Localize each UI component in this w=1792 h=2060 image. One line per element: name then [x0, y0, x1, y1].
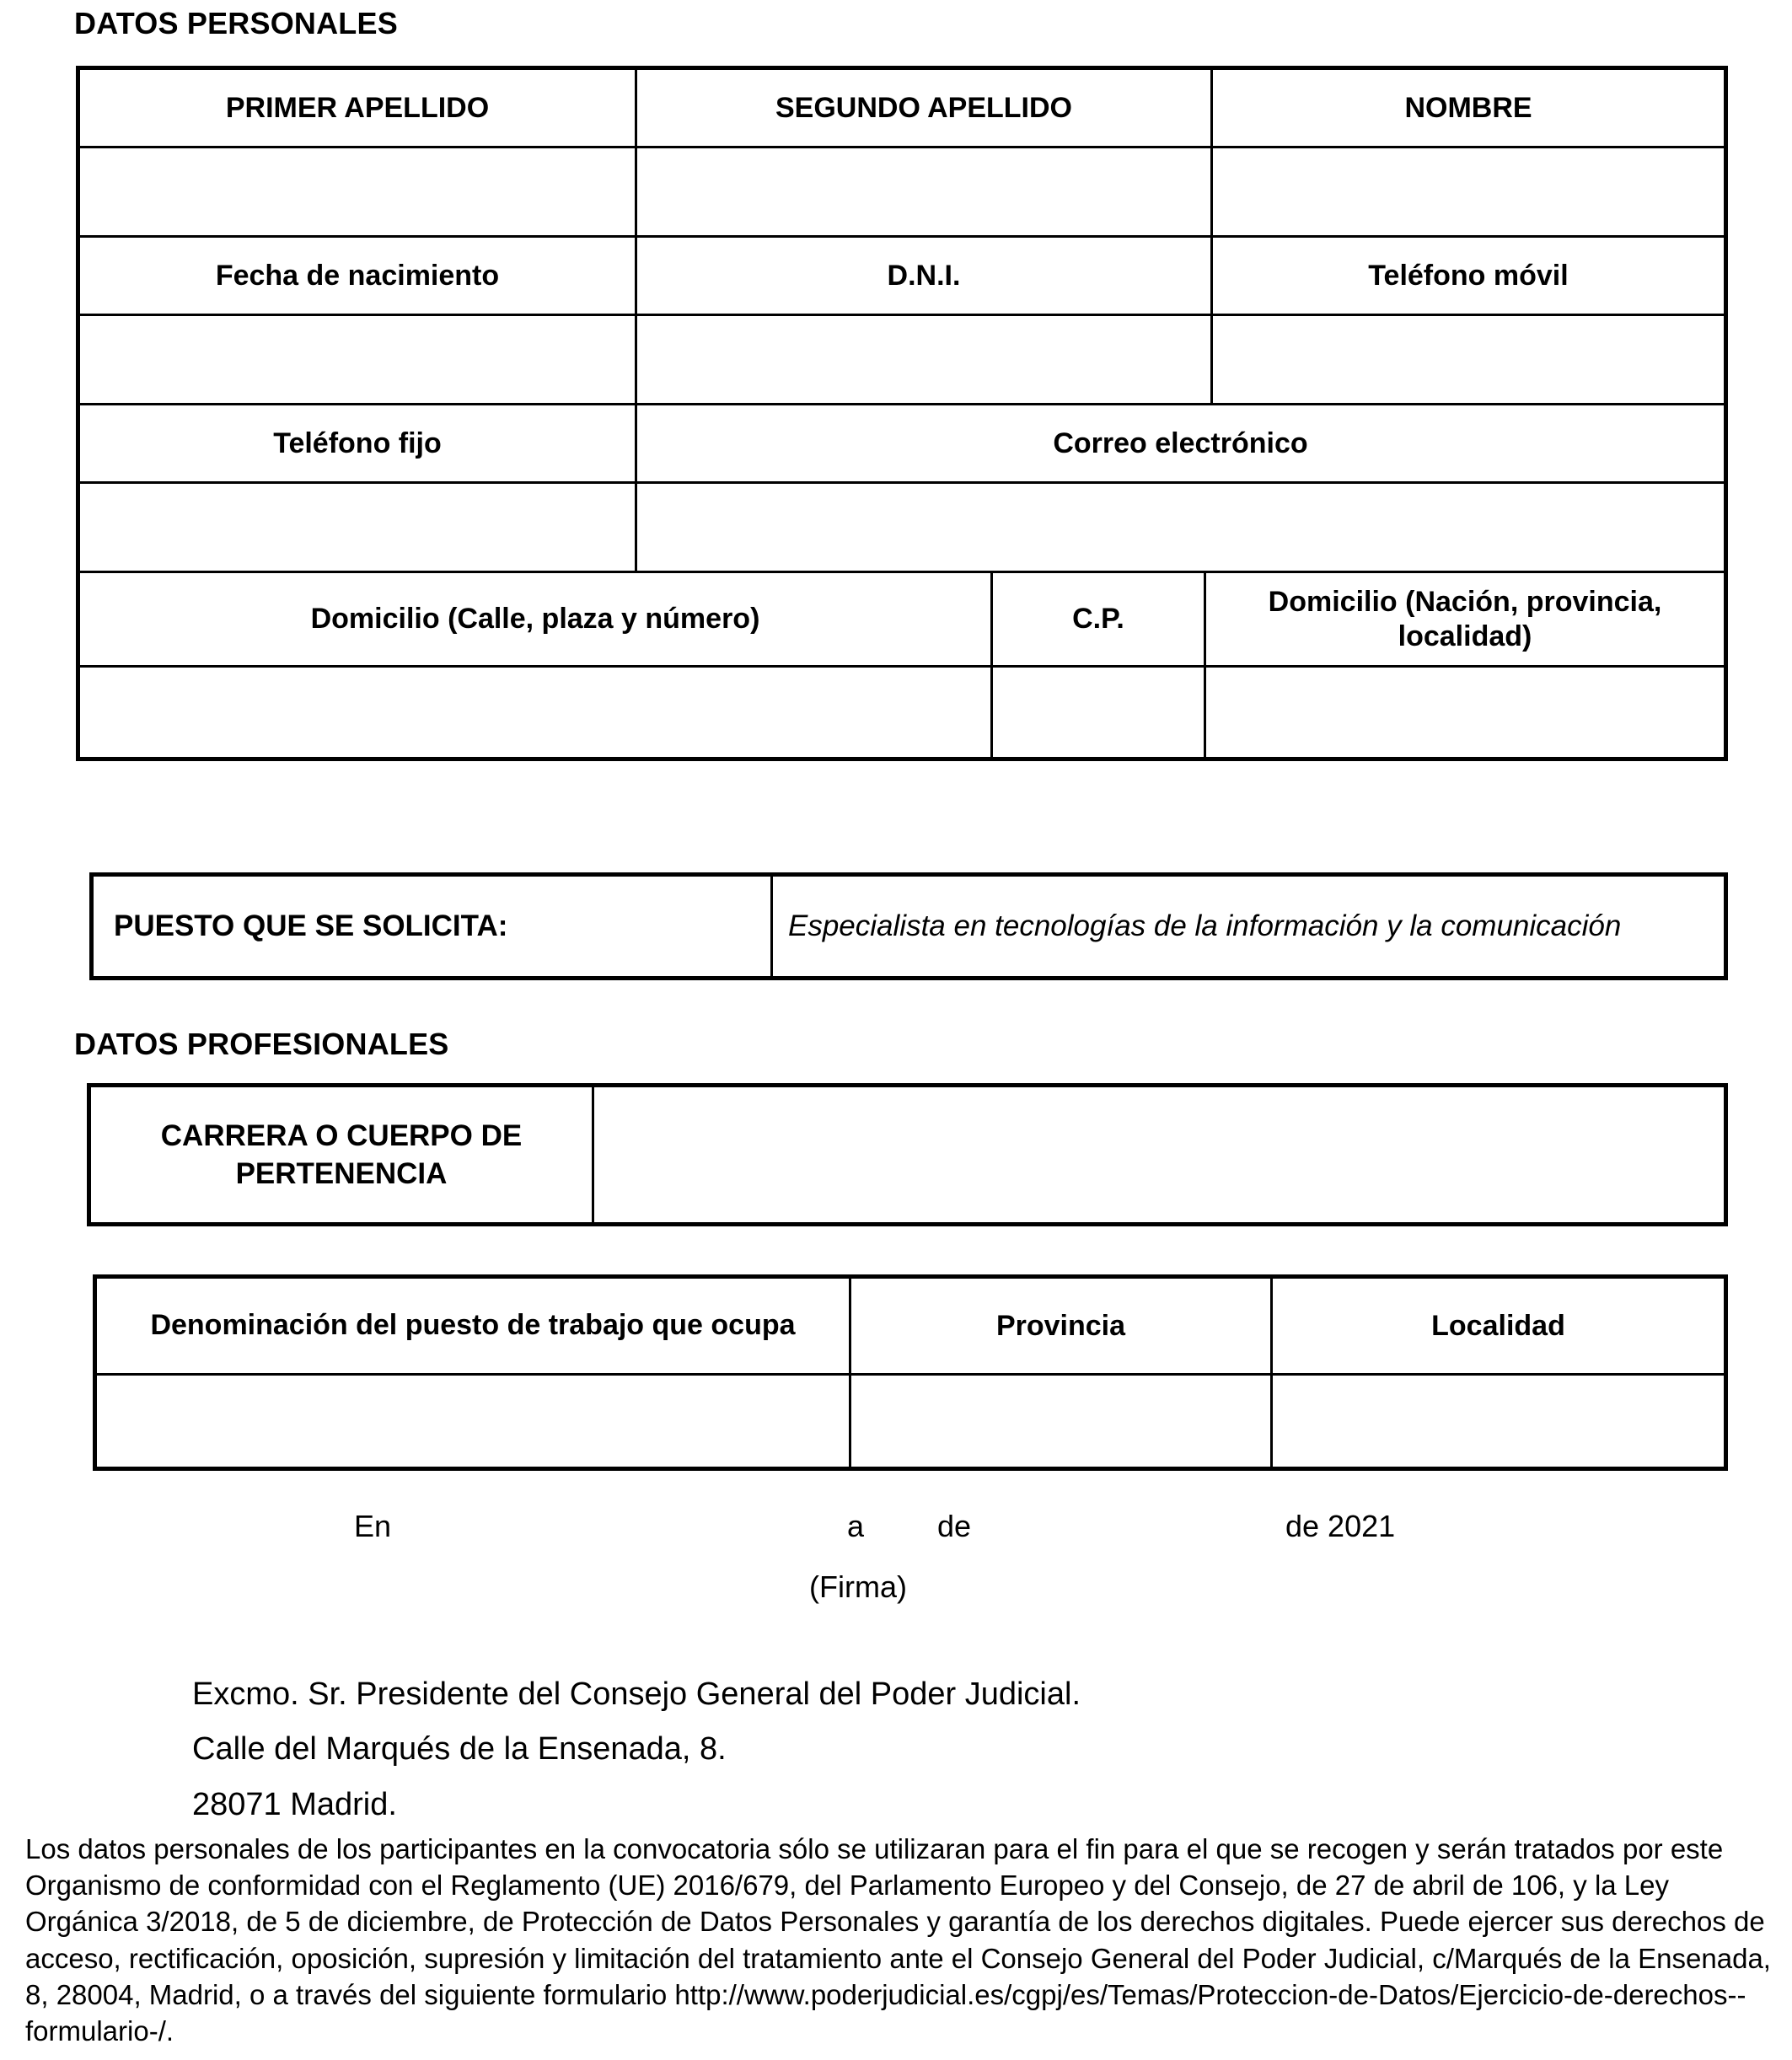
table-row	[80, 70, 1724, 148]
table-row	[80, 238, 1724, 316]
addressee-block	[192, 1667, 1081, 1832]
header-domicilio-calle: Domicilio (Calle, plaza y número)	[80, 573, 993, 665]
field-correo-electronico[interactable]	[637, 484, 1724, 571]
label-a: a	[847, 1509, 865, 1543]
field-cp[interactable]	[993, 668, 1206, 757]
field-primer-apellido[interactable]	[80, 148, 637, 235]
table-row	[97, 1279, 1724, 1376]
label-de-anio: de 2021	[1285, 1509, 1396, 1543]
header-telefono-fijo: Teléfono fijo	[80, 405, 637, 481]
table-row	[80, 668, 1724, 757]
addressee-line-3: 28071 Madrid.	[192, 1786, 397, 1822]
table-row	[80, 148, 1724, 238]
section-heading-datos-profesionales: DATOS PROFESIONALES	[74, 1027, 449, 1061]
header-fecha-nacimiento: Fecha de nacimiento	[80, 238, 637, 314]
label-puesto-solicitado: PUESTO QUE SE SOLICITA:	[94, 877, 773, 976]
privacy-notice	[25, 1831, 1779, 2049]
addressee-line-2: Calle del Marqués de la Ensenada, 8.	[192, 1731, 727, 1768]
header-nombre: NOMBRE	[1404, 91, 1532, 124]
field-nombre[interactable]	[1213, 148, 1724, 235]
field-provincia[interactable]	[851, 1376, 1273, 1467]
header-localidad: Localidad	[1431, 1309, 1565, 1342]
table-row	[80, 405, 1724, 484]
header-denominacion-puesto: Denominación del puesto de trabajo que ocupa	[97, 1279, 851, 1373]
denominacion-table	[93, 1274, 1728, 1471]
header-cp: C.P.	[993, 573, 1206, 665]
table-row	[80, 316, 1724, 405]
value-puesto-solicitado: Especialista en tecnologías de la información y la comunicación	[788, 909, 1622, 942]
personal-data-table	[76, 66, 1728, 761]
field-denominacion-puesto[interactable]	[97, 1376, 851, 1467]
label-de: de	[937, 1509, 972, 1543]
field-telefono-fijo[interactable]	[80, 484, 637, 571]
header-telefono-movil: Teléfono móvil	[1368, 259, 1569, 292]
field-domicilio-calle[interactable]	[80, 668, 993, 757]
requested-position-box	[89, 872, 1728, 980]
field-domicilio-nacion[interactable]	[1206, 668, 1724, 757]
carrera-table	[87, 1083, 1728, 1226]
table-row	[80, 484, 1724, 573]
label-en: En	[354, 1509, 392, 1543]
field-dni[interactable]	[637, 316, 1213, 403]
label-carrera-cuerpo: CARRERA O CUERPO DE PERTENENCIA	[91, 1087, 594, 1222]
privacy-notice-text: Los datos personales de los participantes en la convocatoria sólo se utilizaran para el fin para el que se recogen y serán tratados por este Organismo de conformidad con el Reglamento (UE) 2016/679, del Parlamento Europeo y del Consejo, de 27 de abril de 106, y la Ley Orgánica 3/2018, de 5 de diciembre, de Protección de Datos Personales y garantía de los derechos digitales. Puede ejercer sus derechos de acceso, rectificación, oposición, supresión y limitación del tratamiento ante el Consejo General del Poder Judicial, c/Marqués de la Ensenada, 8, 28004, Madrid, o a través del siguiente formulario http://www.poderjudicial.es/cgpj/es/Temas/Proteccion-de-Datos/Ejercicio-de-derechos--formulario-/.	[25, 1833, 1771, 2047]
header-domicilio-nacion: Domicilio (Nación, provincia, localidad)	[1268, 586, 1662, 652]
header-dni: D.N.I.	[637, 238, 1213, 314]
header-provincia: Provincia	[851, 1279, 1273, 1373]
table-row	[80, 573, 1724, 668]
field-localidad[interactable]	[1273, 1376, 1724, 1467]
field-segundo-apellido[interactable]	[637, 148, 1213, 235]
header-correo-electronico: Correo electrónico	[1053, 426, 1308, 459]
table-row	[97, 1376, 1724, 1467]
section-heading-datos-personales: DATOS PERSONALES	[74, 6, 398, 40]
date-place-line	[93, 1509, 1728, 1559]
header-segundo-apellido: SEGUNDO APELLIDO	[637, 70, 1213, 146]
label-firma: (Firma)	[809, 1569, 907, 1604]
field-fecha-nacimiento[interactable]	[80, 316, 637, 403]
field-carrera-cuerpo[interactable]	[594, 1087, 1724, 1222]
header-primer-apellido: PRIMER APELLIDO	[80, 70, 637, 146]
addressee-line-1: Excmo. Sr. Presidente del Consejo General del Poder Judicial.	[192, 1676, 1081, 1712]
field-telefono-movil[interactable]	[1213, 316, 1724, 403]
